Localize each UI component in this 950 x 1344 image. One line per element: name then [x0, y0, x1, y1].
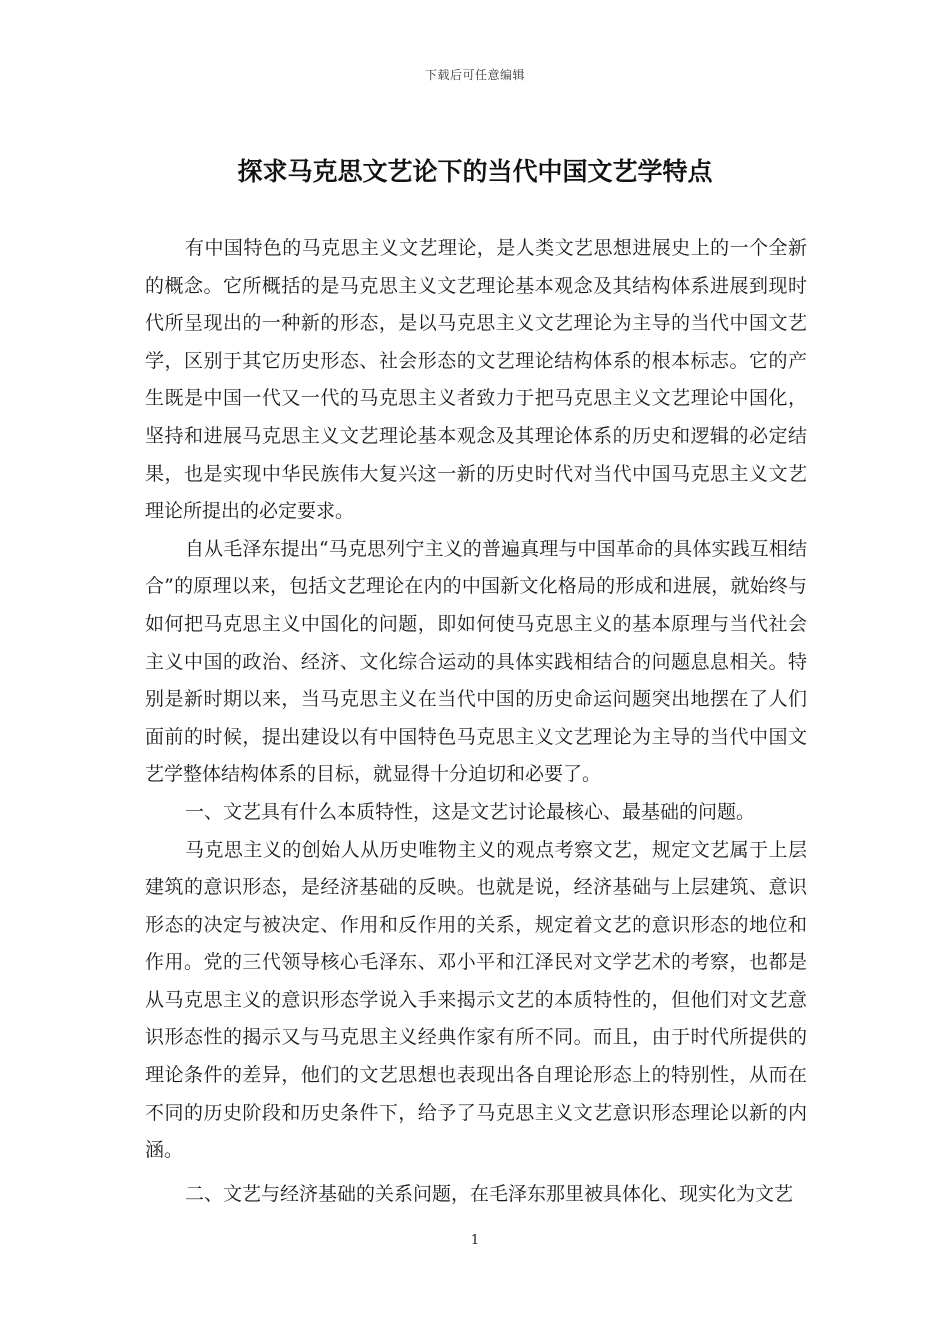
paragraph-ideology: 马克思主义的创始人从历史唯物主义的观点考察文艺，规定文艺属于上层建筑的意识形态，是经济基础的反映。也就是说，经济基础与上层建筑、意识形态的决定与被决定、作用和反作用的关系，规定着文艺的意识形态的地位和作用。党的三代领导核心毛泽东、邓小平和江泽民对文学艺术的考察，也都是从马克思主义的意识形态学说入手来揭示文艺的本质特性的，但他们对文艺意识形态性的揭示又与马克思主义经典作家有所不同。而且，由于时代所提供的理论条件的差异，他们的文艺思想也表现出各自理论形态上的特别性，从而在不同的历史阶段和历史条件下，给予了马克思主义文艺意识形态理论以新的内涵。	[145, 838, 807, 1162]
document-title: 探求马克思文艺论下的当代中国文艺学特点	[237, 157, 713, 186]
paragraph-section-two: 二、文艺与经济基础的关系问题，在毛泽东那里被具体化、现实化为文艺	[185, 1182, 794, 1205]
header-note: 下载后可任意编辑	[424, 68, 525, 82]
paragraph-section-one-heading: 一、文艺具有什么本质特性，这是文艺讨论最核心、最基础的问题。	[185, 800, 756, 823]
page-number: 1	[470, 1233, 480, 1248]
document-body	[145, 230, 807, 1213]
paragraph-intro: 有中国特色的马克思主义文艺理论，是人类文艺思想进展史上的一个全新的概念。它所概括的是马克思主义文艺理论基本观念及其结构体系进展到现时代所呈现出的一种新的形态，是以马克思主义文艺理论为主导的当代中国文艺学，区别于其它历史形态、社会形态的文艺理论结构体系的根本标志。它的产生既是中国一代又一代的马克思主义者致力于把马克思主义文艺理论中国化，坚持和进展马克思主义文艺理论基本观念及其理论体系的历史和逻辑的必定结果，也是实现中华民族伟大复兴这一新的历史时代对当代中国马克思主义文艺理论所提出的必定要求。	[145, 237, 807, 523]
paragraph-mao-principle: 自从毛泽东提出“马克思列宁主义的普遍真理与中国革命的具体实践互相结合”的原理以来，包括文艺理论在内的中国新文化格局的形成和进展，就始终与如何把马克思主义中国化的问题，即如何使马克思主义的基本原理与当代社会主义中国的政治、经济、文化综合运动的具体实践相结合的问题息息相关。特别是新时期以来，当马克思主义在当代中国的历史命运问题突出地摆在了人们面前的时候，提出建设以有中国特色马克思主义文艺理论为主导的当代中国文艺学整体结构体系的目标，就显得十分迫切和必要了。	[145, 537, 807, 786]
